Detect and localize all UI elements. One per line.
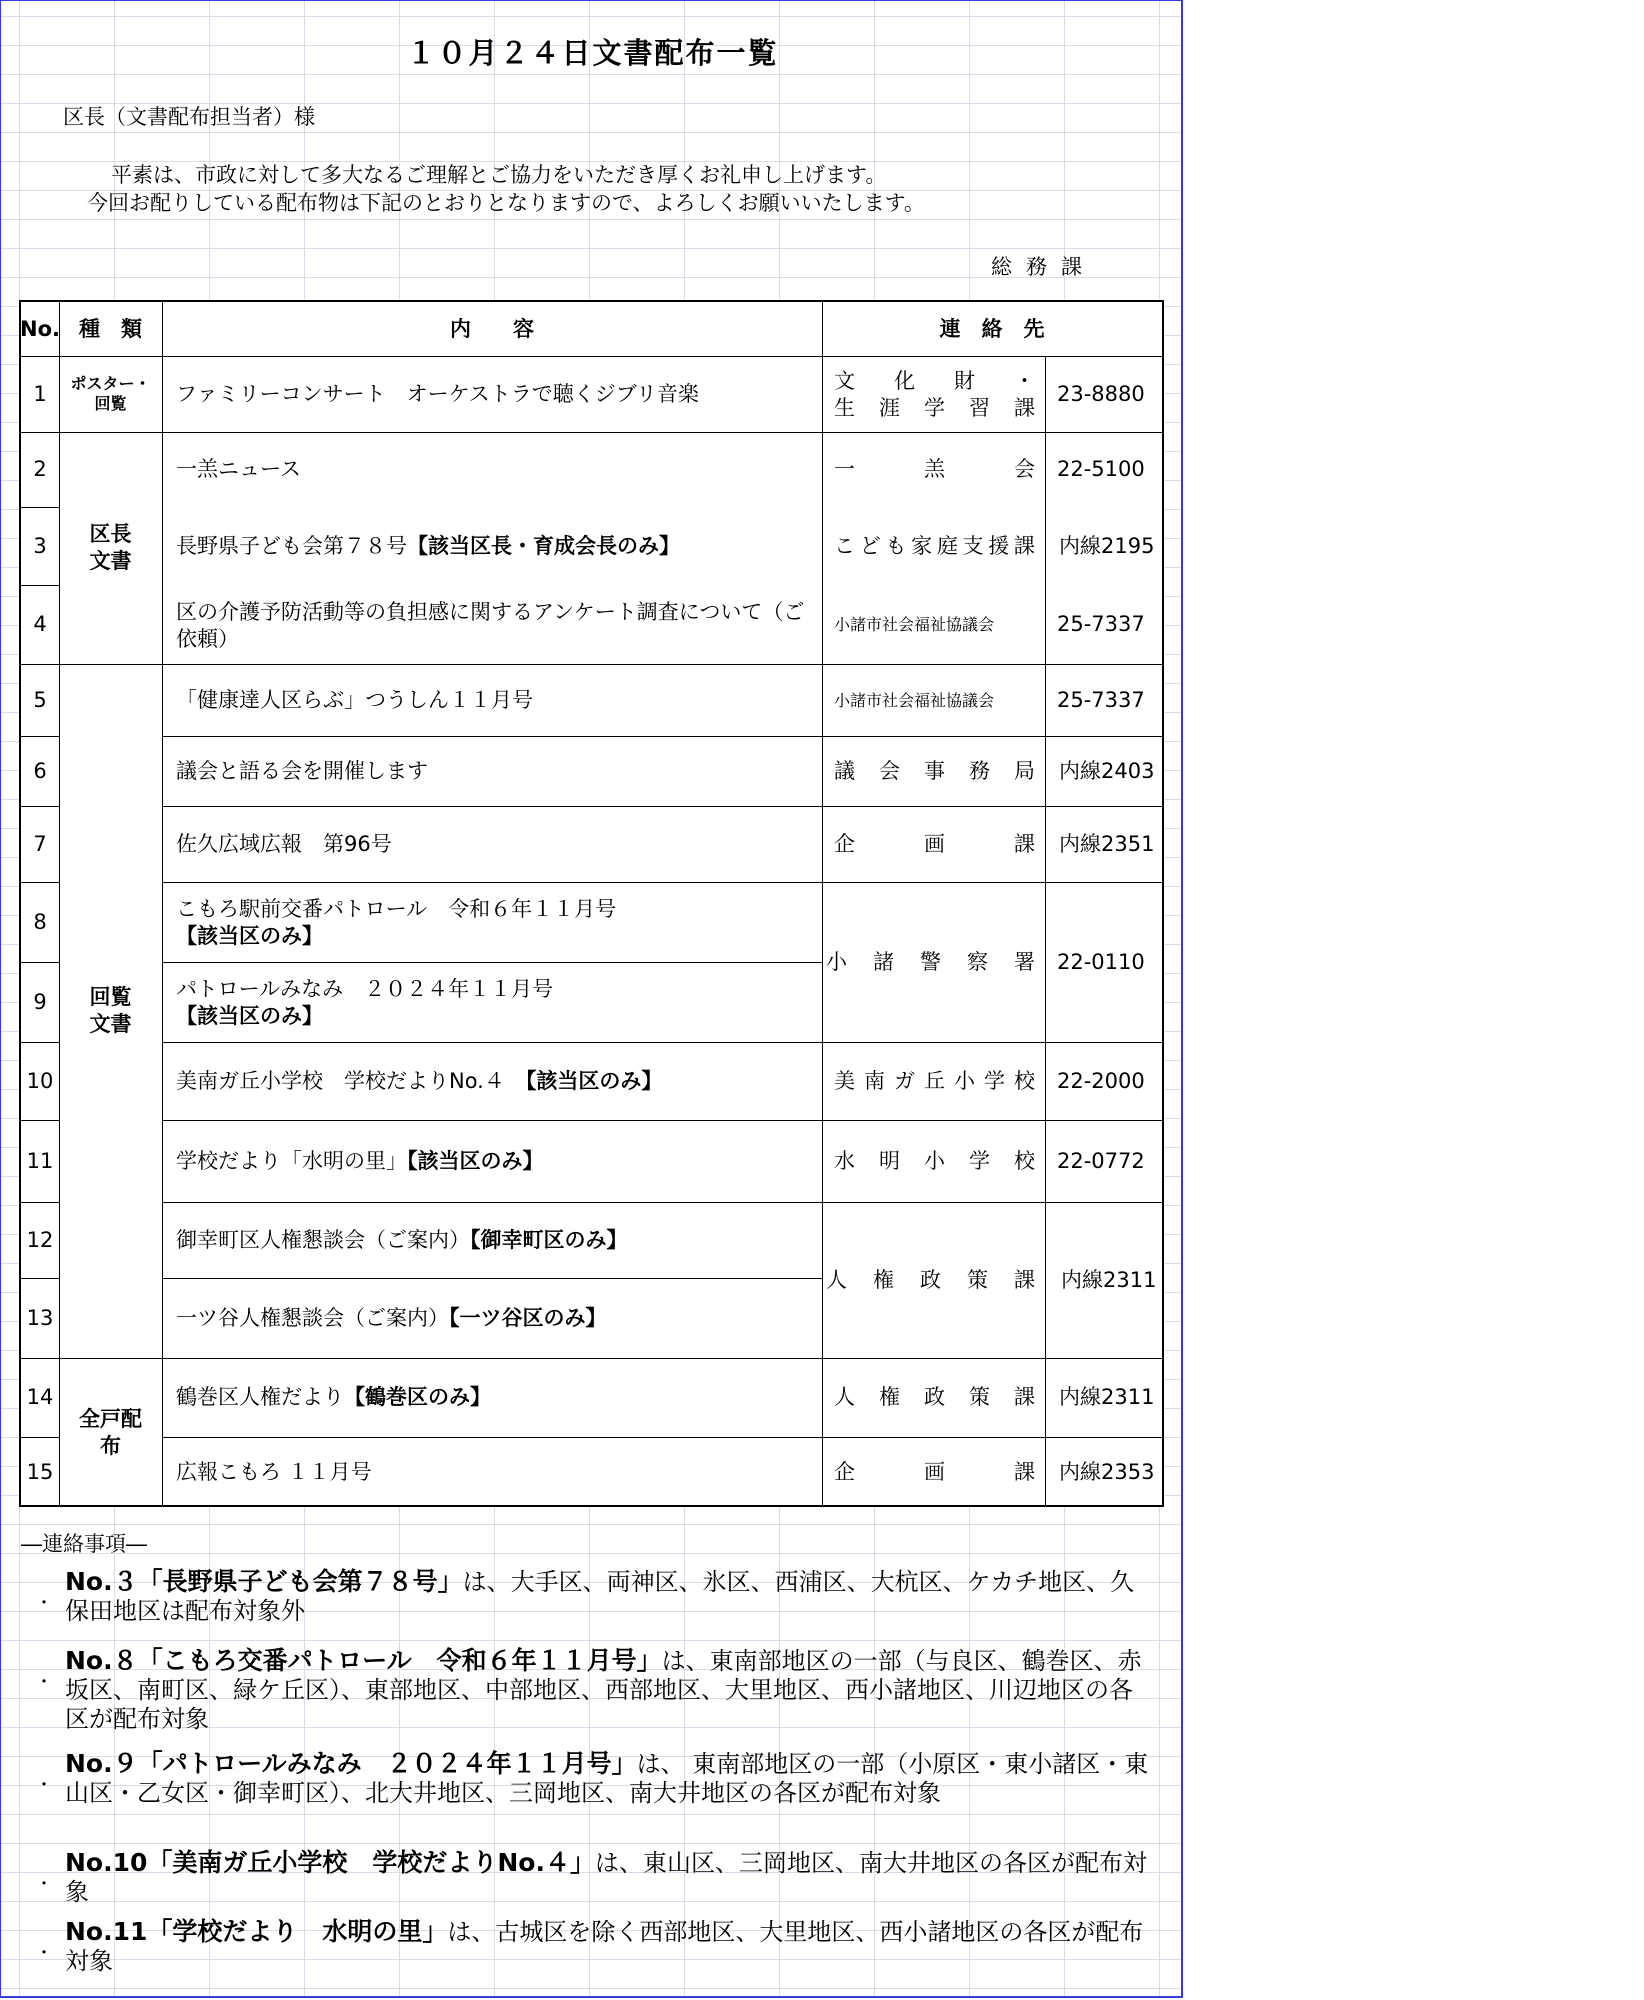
org-char: 権 [879, 1385, 900, 1409]
row-content-note: 【一ツ谷区のみ】 [449, 1305, 607, 1330]
org-char: 南 [864, 1068, 885, 1093]
row-org-line [834, 368, 1035, 395]
h-line [822, 882, 1162, 883]
row-no: 12 [26, 1227, 54, 1252]
org-char: 羔 [924, 457, 945, 481]
note-item [65, 1917, 1155, 1976]
row-org [822, 507, 1045, 585]
header-no: No. [20, 316, 60, 341]
row-content-text: こもろ駅前交番パトロール 令和６年１１月号 [176, 897, 617, 921]
row-tel: 内線2351 [1059, 831, 1155, 856]
row-content-note: 【該当区長・育成会長のみ】 [407, 533, 680, 558]
kind-poster: ポスター・回覧 [70, 374, 151, 413]
row-content [162, 356, 822, 432]
row-org: 小諸市社会福祉協議会 [834, 690, 995, 710]
note-bullet: ・ [35, 1593, 53, 1614]
org-char: 財 [954, 369, 975, 393]
note-item [65, 1749, 1155, 1808]
row-org [822, 1437, 1045, 1507]
row-tel: 25-7337 [1057, 687, 1145, 712]
row-content-text: 長野県子ども会第７８号 [176, 533, 407, 558]
row-content-text: 御幸町区人権懇談会（ご案内） [176, 1227, 470, 1252]
org-char: 生 [834, 396, 855, 420]
v-line [162, 302, 163, 1507]
row-no: 13 [26, 1305, 54, 1330]
org-char: 学 [924, 396, 945, 420]
row-org [822, 736, 1045, 806]
row-no: 14 [26, 1385, 54, 1409]
note-text: は、大手区、両神区、氷区、西浦区、大杭区、ケカチ地区、久保田地区は配布対象外 [65, 1568, 1135, 1625]
h-line [21, 664, 1162, 665]
row-no: 2 [33, 457, 47, 481]
note-text: は、東南部地区の一部（与良区、鶴巻区、赤坂区、南町区、緑ケ丘区）、東部地区、中部地区、西部地区、大里地区、西小諸地区、川辺地区の各区が配布対象 [65, 1647, 1142, 1733]
org-char: 水 [834, 1148, 855, 1173]
org-char: 課 [1014, 1459, 1035, 1484]
org-char: 家 [911, 533, 933, 558]
org-char: 事 [924, 758, 945, 783]
note-bullet: ・ [35, 1874, 53, 1895]
note-item [65, 1567, 1155, 1626]
h-line [21, 432, 1162, 433]
org-char: 小 [954, 1068, 975, 1093]
row-org [822, 1042, 1045, 1120]
h-line [21, 962, 59, 963]
h-line [162, 1358, 1162, 1359]
row-content-text: 鶴巻区人権だより [176, 1385, 344, 1409]
row-content [162, 962, 822, 1042]
note-label: No.８「こもろ交番パトロール 令和６年１１月号」 [65, 1646, 662, 1675]
row-content-note: 【該当区のみ】 [525, 1068, 663, 1093]
row-tel: 内線2403 [1059, 758, 1155, 783]
h-line [162, 962, 822, 963]
org-char: 人 [826, 1267, 847, 1292]
row-org: 小諸市社会福祉協議会 [834, 615, 995, 634]
row-no: 8 [33, 909, 47, 934]
row-tel: 22-5100 [1057, 457, 1145, 481]
org-char: 課 [1014, 1267, 1035, 1292]
org-char: 明 [879, 1148, 900, 1173]
notes-title: ―連絡事項― [21, 1532, 147, 1556]
kind-all-households: 全戸配布 [79, 1406, 142, 1458]
merged-org-human-rights [822, 1202, 1045, 1358]
h-line [21, 1202, 59, 1203]
note-bullet: ・ [35, 1775, 53, 1796]
org-char: 議 [834, 758, 855, 783]
org-char: 政 [920, 1267, 941, 1292]
row-content [162, 1278, 822, 1358]
org-char: 務 [969, 758, 990, 783]
org-char: 小 [924, 1148, 945, 1173]
row-no: 11 [26, 1148, 54, 1173]
note-text: は、古城区を除く西部地区、大里地区、西小諸地区の各区が配布対象 [65, 1918, 1144, 1975]
note-item [65, 1646, 1155, 1734]
row-content-text: 学校だより「水明の里」 [176, 1148, 407, 1173]
h-line [21, 1120, 59, 1121]
org-char: 庭 [936, 533, 958, 558]
distribution-table [19, 300, 1164, 1507]
v-line [822, 302, 823, 1507]
h-line [21, 736, 59, 737]
row-tel: 内線2353 [1059, 1459, 1155, 1484]
row-content-text: 「健康達人区らぶ」つうしん１１月号 [176, 687, 533, 712]
org-char: 察 [967, 949, 988, 974]
org-char: 校 [1014, 1148, 1035, 1173]
org-char: 丘 [924, 1068, 945, 1093]
org-char: 策 [969, 1385, 990, 1409]
addressee: 区長（文書配布担当者）様 [63, 105, 315, 129]
org-char: 策 [967, 1267, 988, 1292]
h-line [162, 1120, 1162, 1121]
row-content-text: ファミリーコンサート オーケストラで聴くジブリ音楽 [176, 381, 699, 406]
h-line [21, 356, 1162, 357]
row-no: 3 [33, 533, 47, 558]
row-no: 5 [33, 687, 47, 712]
merged-tel-police: 22-0110 [1057, 949, 1145, 974]
row-content [162, 585, 822, 664]
org-char: 画 [924, 831, 945, 856]
org-char: 課 [1014, 831, 1035, 856]
row-content [162, 1120, 822, 1202]
org-char: 小 [826, 949, 847, 974]
row-content-note: 【鶴巻区のみ】 [344, 1385, 491, 1409]
row-content [162, 1437, 822, 1507]
org-char: 画 [924, 1459, 945, 1484]
h-line [162, 1437, 1162, 1438]
org-char: 諸 [873, 949, 894, 974]
org-char: 学 [969, 1148, 990, 1173]
note-text: は、 東南部地区の一部（小原区・東小諸区・東山区・乙女区・御幸町区）、北大井地区、三岡地区、南大井地区の各区が配布対象 [65, 1750, 1149, 1807]
note-label: No.３「長野県子ども会第７８号」 [65, 1567, 463, 1596]
row-tel: 25-7337 [1057, 612, 1145, 636]
merged-org-human-rights-text [826, 1267, 1035, 1294]
row-content [162, 664, 822, 736]
h-line [21, 1042, 59, 1043]
org-char: 会 [879, 758, 900, 783]
h-line [21, 806, 59, 807]
row-content [162, 736, 822, 806]
org-char: 政 [924, 1385, 945, 1409]
org-char: 文 [834, 369, 855, 393]
h-line [162, 1278, 822, 1279]
org-char: 署 [1014, 949, 1035, 974]
org-char: ガ [894, 1068, 915, 1093]
h-line [822, 1202, 1162, 1203]
org-char: 会 [1014, 457, 1035, 481]
greeting-line-1: 平素は、市政に対して多大なるご理解とご協力をいただき厚くお礼申し上げます。 [111, 163, 887, 187]
row-org-line [834, 395, 1035, 422]
note-item [65, 1848, 1155, 1907]
header-contact: 連 絡 先 [939, 316, 1045, 341]
row-content-text: 議会と語る会を開催します [176, 758, 428, 783]
org-char: 課 [1014, 1385, 1035, 1409]
row-tel: 23-8880 [1057, 381, 1145, 406]
department-name: 総務課 [991, 255, 1096, 279]
org-char: 涯 [879, 396, 900, 420]
row-org [822, 1358, 1045, 1437]
row-org [822, 1120, 1045, 1202]
row-content-text: 美南ガ丘小学校 学校だよりNo.４ [176, 1068, 526, 1093]
h-line [21, 507, 59, 508]
org-char: 権 [873, 1267, 894, 1292]
h-line [21, 882, 59, 883]
row-no: 7 [33, 831, 47, 856]
note-text: は、東山区、三岡地区、南大井地区の各区が配布対象 [65, 1849, 1147, 1906]
page-title: １０月２４日文書配布一覧 [406, 36, 779, 70]
row-content-text: 広報こもろ １１月号 [176, 1459, 372, 1484]
row-content-note: 【該当区のみ】 [176, 924, 323, 948]
header-kind: 種 類 [79, 316, 142, 341]
row-no: 1 [33, 381, 47, 406]
kind-chief-docs: 区長文書 [89, 522, 132, 573]
row-content-text: 一ツ谷人権懇談会（ご案内） [176, 1305, 449, 1330]
row-no: 10 [26, 1068, 54, 1093]
note-bullet: ・ [35, 1672, 53, 1693]
org-char: 一 [834, 457, 855, 481]
org-char: 企 [834, 1459, 855, 1484]
merged-tel-human-rights: 内線2311 [1061, 1267, 1157, 1292]
header-content: 内 容 [450, 316, 534, 341]
org-char: 課 [1013, 533, 1035, 558]
org-char: 課 [1014, 396, 1035, 420]
row-no: 6 [33, 758, 47, 783]
note-label: No.10「美南ガ丘小学校 学校だよりNo.４」 [65, 1848, 595, 1877]
row-content-note: 【該当区のみ】 [176, 1004, 323, 1028]
org-char: 局 [1014, 758, 1035, 783]
h-line [822, 1042, 1162, 1043]
org-char: こ [834, 533, 855, 558]
row-content [162, 806, 822, 882]
h-line [162, 736, 1162, 737]
org-char: 化 [894, 369, 915, 393]
h-line [21, 1278, 59, 1279]
v-line [1045, 356, 1046, 1507]
note-label: No.９「パトロールみなみ ２０２４年１１月号」 [65, 1749, 637, 1778]
row-content-text: 区の介護予防活動等の負担感に関するアンケート調査について（ご依頼） [176, 600, 805, 651]
kind-circular-docs: 回覧文書 [89, 985, 132, 1036]
row-content-note: 【該当区のみ】 [407, 1148, 544, 1173]
row-content [162, 882, 822, 962]
row-org [822, 356, 1045, 432]
h-line [21, 585, 59, 586]
row-content-text: 佐久広域広報 第96号 [176, 831, 392, 856]
row-content-text: 一羔ニュース [176, 457, 301, 481]
row-content [162, 432, 822, 507]
row-tel: 22-0772 [1057, 1148, 1145, 1173]
note-label: No.11「学校だより 水明の里」 [65, 1917, 448, 1946]
row-tel: 内線2311 [1059, 1385, 1155, 1409]
org-char: 人 [834, 1385, 855, 1409]
h-line [162, 882, 822, 883]
row-tel: 内線2195 [1059, 533, 1155, 558]
row-content-text: パトロールみなみ ２０２４年１１月号 [176, 977, 554, 1001]
org-char: 美 [834, 1068, 855, 1093]
org-char: 習 [969, 396, 990, 420]
org-char: ど [859, 533, 881, 558]
row-no: 4 [33, 612, 47, 636]
h-line [21, 1437, 59, 1438]
row-content [162, 1042, 822, 1120]
h-line [162, 1042, 822, 1043]
merged-org-police-text [826, 949, 1035, 976]
org-char: 企 [834, 831, 855, 856]
org-char: 校 [1014, 1068, 1035, 1093]
row-content [162, 507, 822, 585]
h-line [162, 806, 1162, 807]
row-no: 9 [33, 989, 47, 1014]
row-content-note: 【御幸町区のみ】 [470, 1227, 628, 1252]
row-content [162, 1202, 822, 1278]
org-char: 支 [962, 533, 984, 558]
row-org [822, 432, 1045, 507]
row-org [822, 806, 1045, 882]
org-char: 援 [988, 533, 1010, 558]
row-content [162, 1358, 822, 1437]
row-no: 15 [26, 1459, 54, 1484]
org-char: も [885, 533, 907, 558]
row-tel: 22-2000 [1057, 1068, 1145, 1093]
org-char: 警 [920, 949, 941, 974]
note-bullet: ・ [35, 1943, 53, 1964]
v-line [59, 302, 60, 1507]
merged-org-police [822, 882, 1045, 1042]
org-char: 学 [984, 1068, 1005, 1093]
greeting-line-2: 今回お配りしている配布物は下記のとおりとなりますので、よろしくお願いいたします。 [87, 191, 925, 215]
org-char: ・ [1014, 369, 1035, 393]
